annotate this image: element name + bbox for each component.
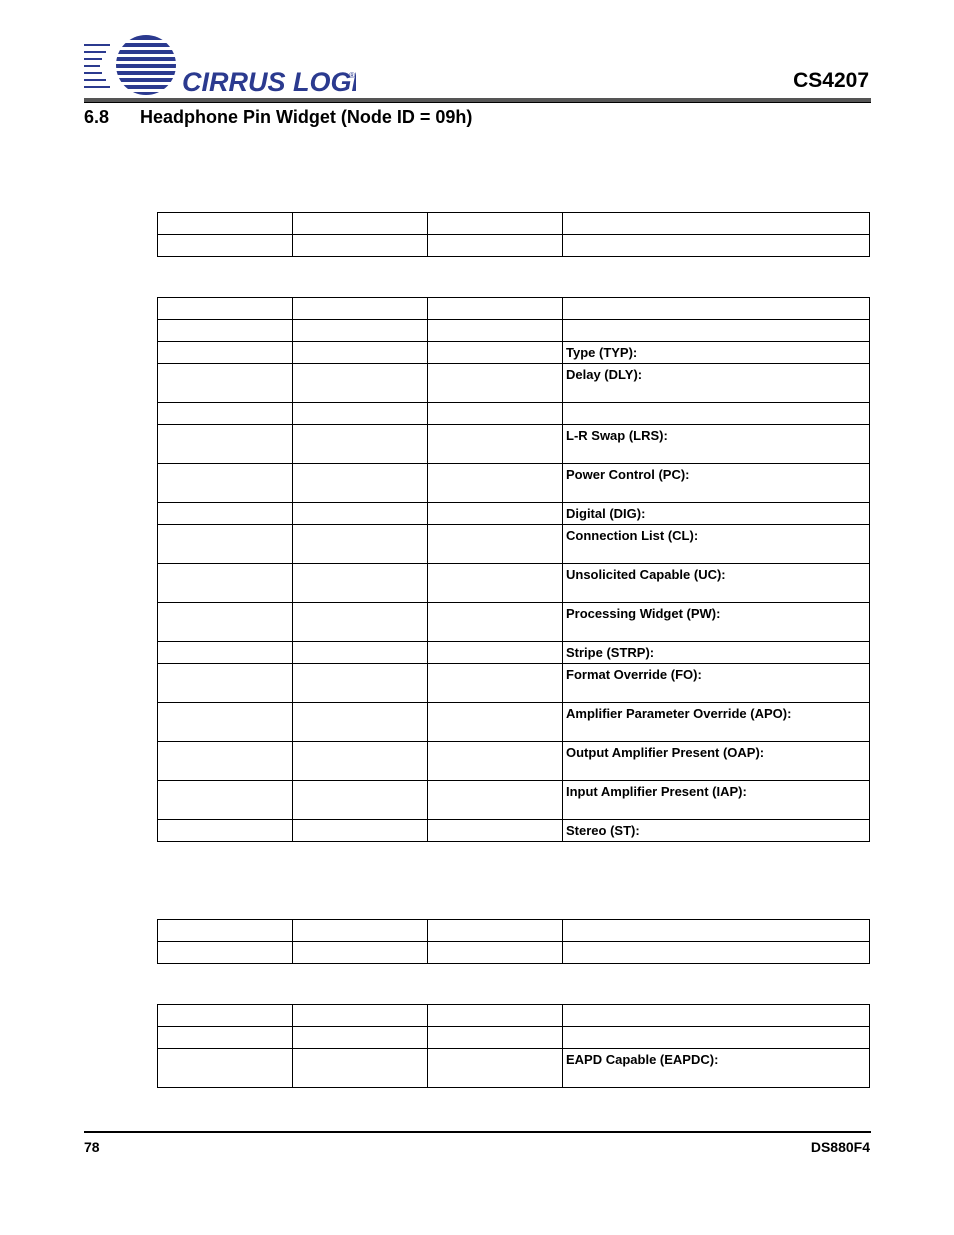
table-cell <box>293 342 428 364</box>
table-cell <box>158 364 293 403</box>
table-cell <box>428 213 563 235</box>
field-label: Format Override (FO): <box>566 667 702 682</box>
field-description-cell <box>563 503 870 525</box>
table-cell <box>293 525 428 564</box>
table-cell <box>293 503 428 525</box>
table-row <box>158 920 870 942</box>
table-row <box>158 781 870 820</box>
field-label: Power Control (PC): <box>566 467 690 482</box>
table-cell <box>158 781 293 820</box>
table-row <box>158 742 870 781</box>
table-cell <box>293 464 428 503</box>
table-cell <box>428 781 563 820</box>
field-description-cell <box>563 664 870 703</box>
field-label <box>566 213 866 217</box>
register-table-1 <box>157 212 870 257</box>
table-cell <box>428 820 563 842</box>
table-cell <box>428 664 563 703</box>
table-cell <box>293 403 428 425</box>
table-cell <box>158 525 293 564</box>
field-description-cell <box>563 742 870 781</box>
document-number: DS880F4 <box>810 1139 870 1155</box>
table-cell <box>158 564 293 603</box>
field-label <box>566 920 866 924</box>
table-cell <box>293 564 428 603</box>
register-table-2 <box>157 297 870 842</box>
table-cell <box>428 425 563 464</box>
table-cell <box>158 1049 293 1088</box>
table-cell <box>428 320 563 342</box>
field-description-cell <box>563 464 870 503</box>
table-cell <box>158 742 293 781</box>
field-description-cell <box>563 1027 870 1049</box>
field-label: Input Amplifier Present (IAP): <box>566 784 747 799</box>
field-label <box>566 298 866 302</box>
footer-rule <box>84 1131 871 1133</box>
field-description-cell <box>563 781 870 820</box>
table-cell <box>293 425 428 464</box>
table-cell <box>158 642 293 664</box>
table-cell <box>293 942 428 964</box>
table-cell <box>293 1027 428 1049</box>
table-cell <box>428 503 563 525</box>
field-label: Connection List (CL): <box>566 528 699 543</box>
table-cell <box>428 1049 563 1088</box>
table-cell <box>293 781 428 820</box>
field-label: Stereo (ST): <box>566 823 640 838</box>
table-row <box>158 664 870 703</box>
header-rule <box>84 98 871 103</box>
field-label <box>566 235 866 239</box>
table-cell <box>158 403 293 425</box>
table-cell <box>428 1027 563 1049</box>
field-label <box>566 942 866 946</box>
table-row <box>158 642 870 664</box>
table-cell <box>428 603 563 642</box>
table-cell <box>428 564 563 603</box>
table-cell <box>293 664 428 703</box>
table-cell <box>158 703 293 742</box>
table-row <box>158 320 870 342</box>
field-description-cell <box>563 642 870 664</box>
table-cell <box>293 642 428 664</box>
table-cell <box>428 920 563 942</box>
field-label: Processing Widget (PW): <box>566 606 721 621</box>
table-cell <box>293 213 428 235</box>
table-cell <box>428 642 563 664</box>
table-cell <box>293 235 428 257</box>
table-row <box>158 364 870 403</box>
table-cell <box>158 464 293 503</box>
section-heading <box>84 107 472 128</box>
table-cell <box>293 364 428 403</box>
table-row <box>158 464 870 503</box>
field-label: Delay (DLY): <box>566 367 643 382</box>
table-row <box>158 342 870 364</box>
table-row <box>158 1005 870 1027</box>
field-description-cell <box>563 235 870 257</box>
table-row <box>158 942 870 964</box>
field-description-cell <box>563 820 870 842</box>
field-label: Amplifier Parameter Override (APO): <box>566 706 792 721</box>
field-description-cell <box>563 1005 870 1027</box>
table-row <box>158 298 870 320</box>
field-description-cell <box>563 942 870 964</box>
field-label <box>566 1005 866 1009</box>
table-cell <box>158 920 293 942</box>
table-cell <box>158 213 293 235</box>
table-row <box>158 503 870 525</box>
table-cell <box>293 603 428 642</box>
table-cell <box>293 920 428 942</box>
registered-mark: ® <box>349 71 355 80</box>
table-cell <box>428 703 563 742</box>
field-label <box>566 320 866 324</box>
table-row <box>158 1049 870 1088</box>
table-cell <box>428 342 563 364</box>
table-cell <box>158 942 293 964</box>
table-cell <box>158 1005 293 1027</box>
field-description-cell <box>563 298 870 320</box>
table-cell <box>428 364 563 403</box>
table-cell <box>428 464 563 503</box>
table-row <box>158 703 870 742</box>
table-row <box>158 235 870 257</box>
part-number: CS4207 <box>793 69 869 92</box>
table-row <box>158 820 870 842</box>
table-cell <box>158 320 293 342</box>
table-cell <box>428 1005 563 1027</box>
table-cell <box>158 503 293 525</box>
page-number: 78 <box>84 1139 100 1155</box>
table-cell <box>158 425 293 464</box>
table-row <box>158 425 870 464</box>
table-row <box>158 403 870 425</box>
field-description-cell <box>563 920 870 942</box>
field-label: L-R Swap (LRS): <box>566 428 668 443</box>
table-cell <box>158 603 293 642</box>
table-cell <box>428 403 563 425</box>
field-description-cell <box>563 1049 870 1088</box>
table-cell <box>428 742 563 781</box>
table-cell <box>428 942 563 964</box>
table-cell <box>428 298 563 320</box>
field-description-cell <box>563 564 870 603</box>
field-label <box>566 1027 866 1031</box>
table-cell <box>293 742 428 781</box>
table-cell <box>428 525 563 564</box>
table-row <box>158 564 870 603</box>
table-row <box>158 1027 870 1049</box>
register-table-3 <box>157 919 870 964</box>
logo-wordmark: CIRRUS LOG <box>182 67 352 96</box>
table-cell <box>158 664 293 703</box>
section-number: 6.8 <box>84 107 110 127</box>
table-row <box>158 525 870 564</box>
table-row <box>158 213 870 235</box>
table-cell <box>293 1005 428 1027</box>
table-cell <box>293 703 428 742</box>
table-cell <box>293 298 428 320</box>
table-cell <box>293 820 428 842</box>
table-cell <box>293 320 428 342</box>
field-description-cell <box>563 425 870 464</box>
table-cell <box>158 342 293 364</box>
table-cell <box>293 1049 428 1088</box>
field-label: EAPD Capable (EAPDC): <box>566 1052 719 1067</box>
table-row <box>158 603 870 642</box>
table-cell <box>428 235 563 257</box>
cirrus-logic-logo <box>84 34 356 96</box>
register-table-4 <box>157 1004 870 1088</box>
field-description-cell <box>563 703 870 742</box>
section-title: Headphone Pin Widget (Node ID = 09h) <box>140 107 473 127</box>
field-description-cell <box>563 364 870 403</box>
field-label: Unsolicited Capable (UC): <box>566 567 726 582</box>
field-label: Stripe (STRP): <box>566 645 655 660</box>
table-cell <box>158 235 293 257</box>
field-label: Output Amplifier Present (OAP): <box>566 745 765 760</box>
field-description-cell <box>563 525 870 564</box>
table-cell <box>158 298 293 320</box>
field-label <box>566 403 866 407</box>
field-description-cell <box>563 603 870 642</box>
field-label: Type (TYP): <box>566 345 638 360</box>
field-label: Digital (DIG): <box>566 506 646 521</box>
field-description-cell <box>563 403 870 425</box>
field-description-cell <box>563 213 870 235</box>
table-cell <box>158 820 293 842</box>
field-description-cell <box>563 320 870 342</box>
table-cell <box>158 1027 293 1049</box>
field-description-cell <box>563 342 870 364</box>
